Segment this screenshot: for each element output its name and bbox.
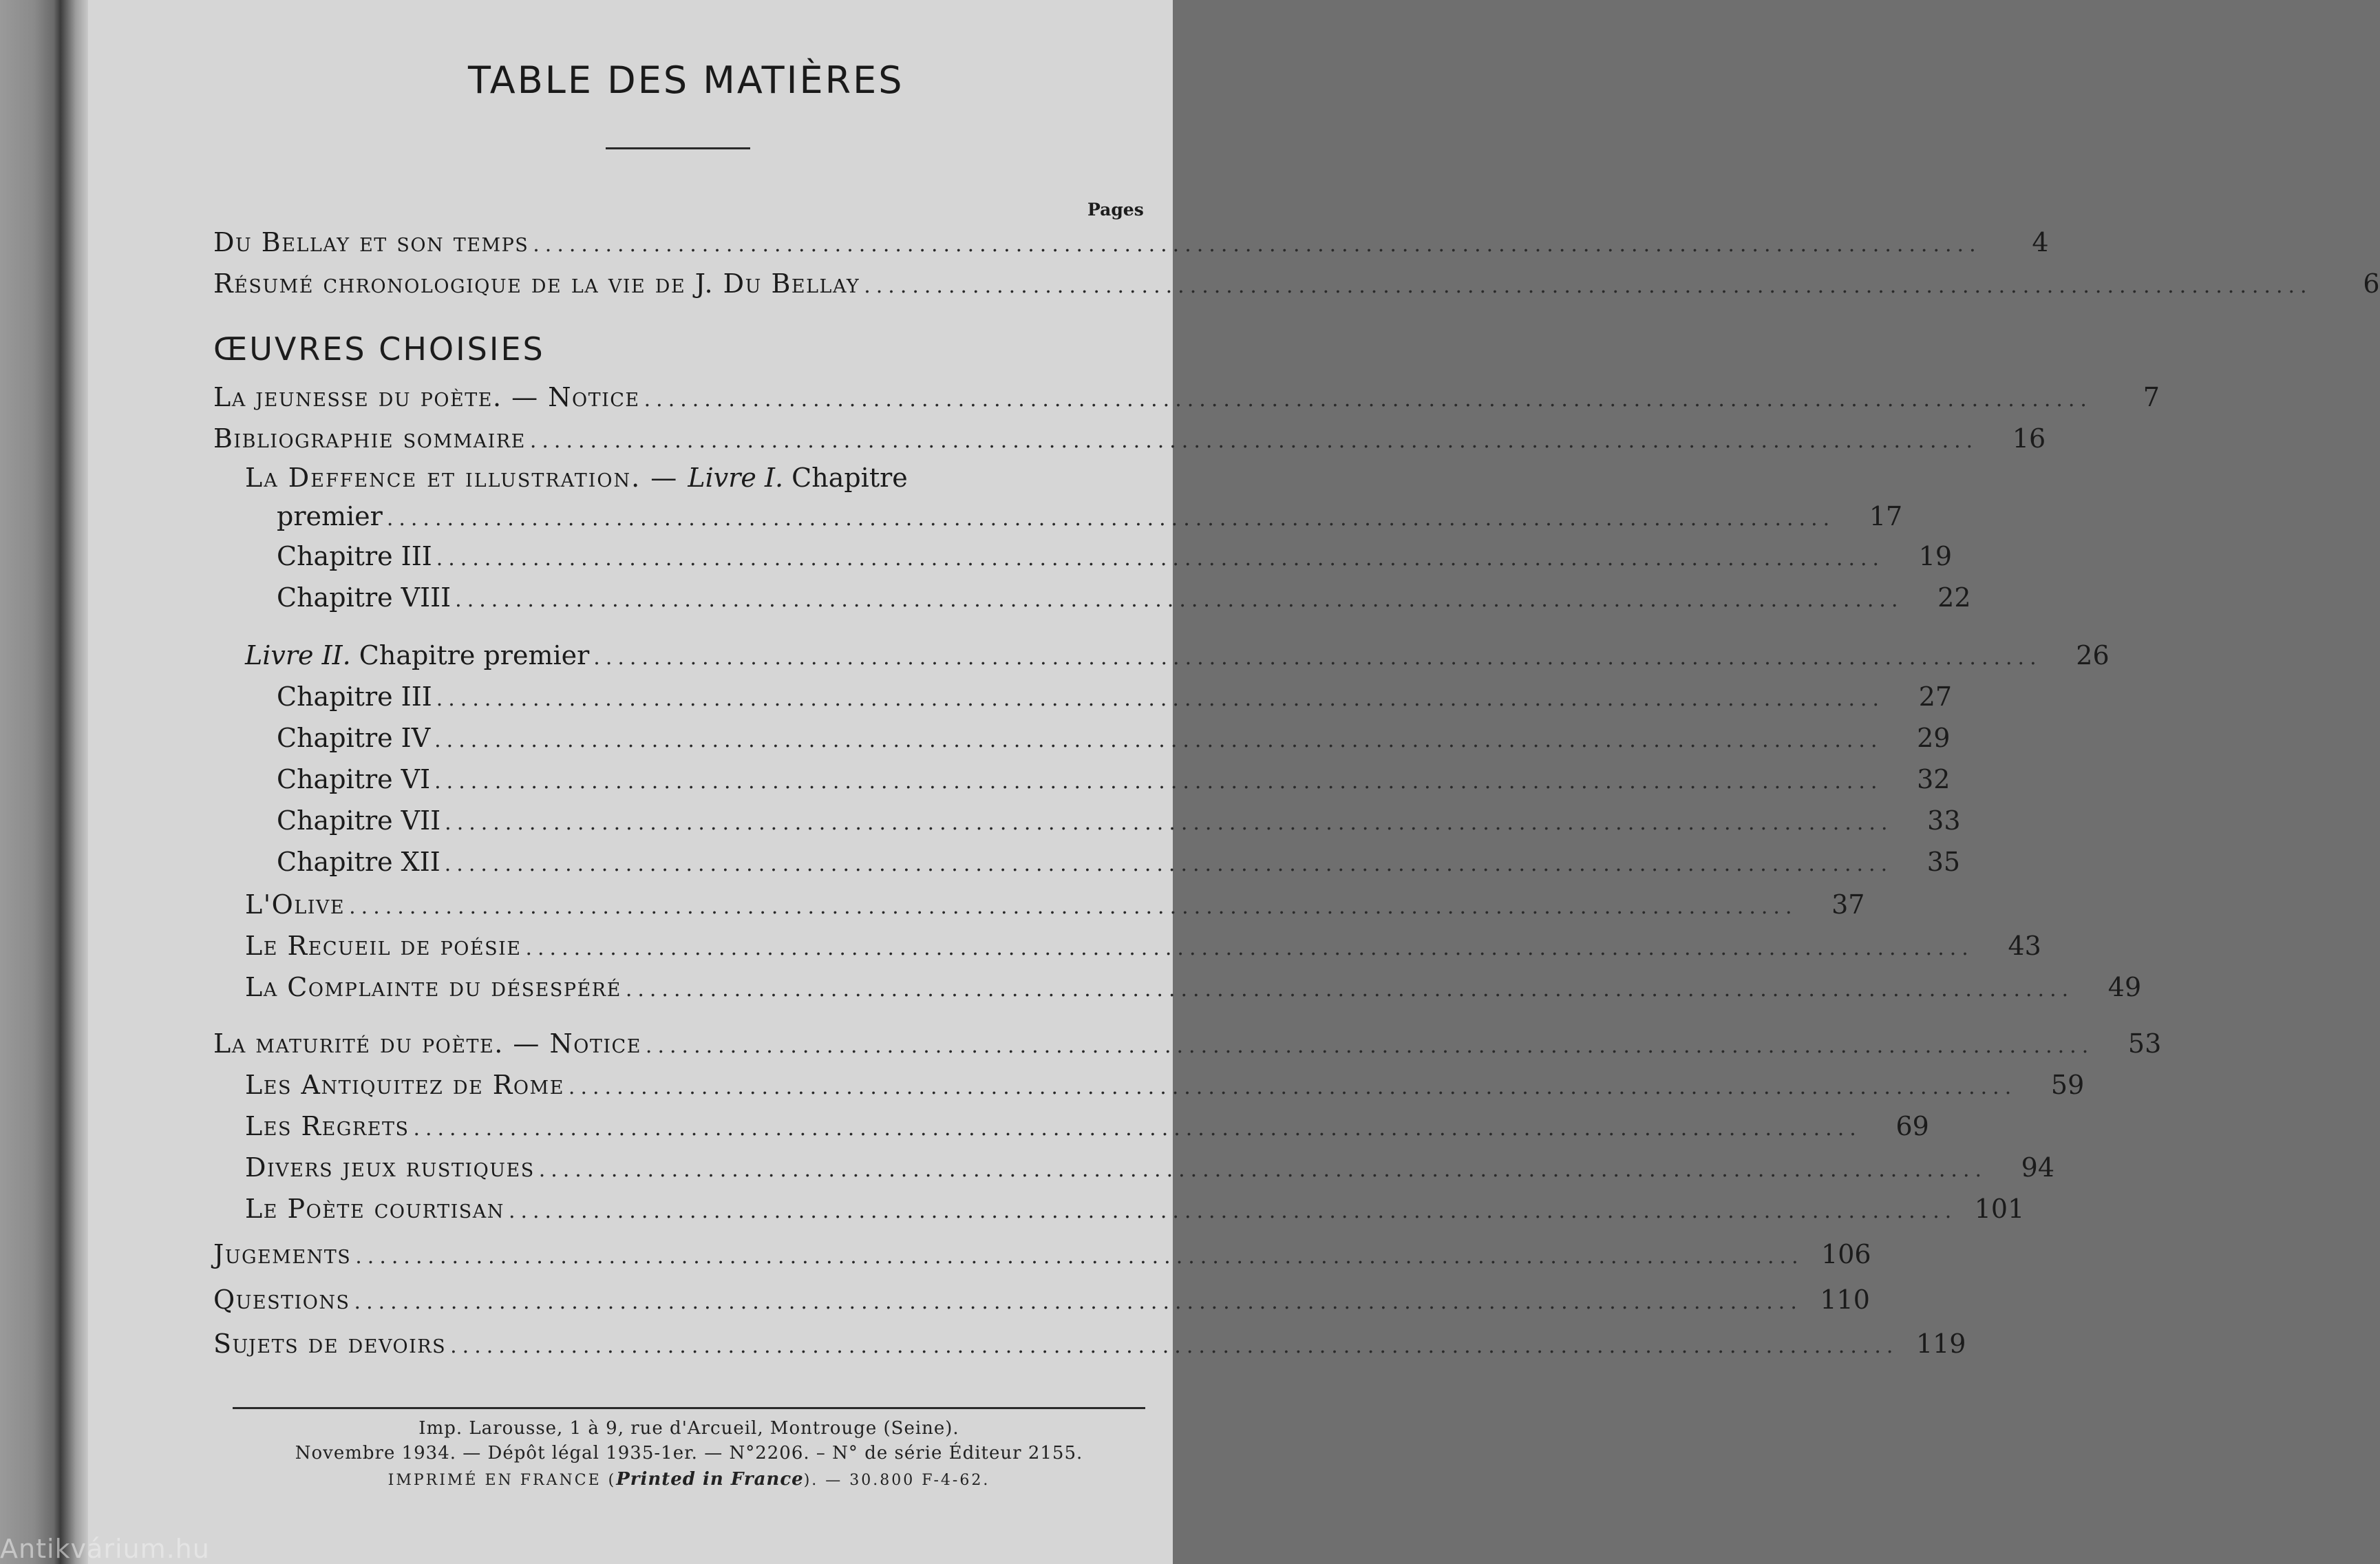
toc-entry-page: 43	[2008, 931, 2041, 961]
toc-entry[interactable]	[277, 847, 1961, 877]
toc-entry[interactable]	[245, 931, 2041, 961]
toc-entry[interactable]	[245, 640, 2110, 670]
leader-dots: ........................................................................................................................	[445, 811, 1893, 835]
toc-entry[interactable]	[245, 1194, 2025, 1224]
leader-dots: ........................................................................................................................	[508, 1199, 1957, 1223]
toc-entry[interactable]	[245, 1152, 2055, 1183]
leader-dots: ........................................................................................................................	[538, 1158, 1988, 1182]
legal-deposit-line: Novembre 1934. — Dépôt légal 1935-1er. — N°2206. – N° de série Éditeur 2155.	[295, 1443, 1083, 1463]
toc-entry-page: 110	[1820, 1285, 1870, 1315]
leader-dots: ........................................................................................................................	[645, 1034, 2094, 1058]
toc-entry-page: 32	[1917, 764, 1951, 794]
printed-in-italic: Printed in France	[616, 1469, 804, 1490]
toc-entry-label: Chapitre XII	[277, 847, 440, 877]
toc-entry-page: 53	[2127, 1028, 2162, 1059]
toc-entry-heading	[245, 463, 908, 493]
title-rule	[606, 147, 750, 149]
toc-entry-label: Le Poète courtisan	[245, 1194, 504, 1224]
footer-rule	[233, 1407, 1145, 1409]
leader-dots: ........................................................................................................................	[436, 687, 1885, 711]
toc-entry[interactable]	[277, 764, 1951, 794]
toc-entry[interactable]	[245, 1070, 2085, 1100]
toc-entry-label: Chapitre III	[277, 681, 432, 712]
leader-dots: ........................................................................................................................	[413, 1117, 1862, 1141]
toc-entry[interactable]	[277, 805, 1961, 836]
toc-entry-label: Divers jeux rustiques	[245, 1152, 535, 1183]
livre-label: Livre I.	[688, 463, 784, 493]
toc-entry-label: Bibliographie sommaire	[213, 423, 526, 454]
toc-entry[interactable]	[213, 227, 2049, 257]
toc-entry-label: La jeunesse du poète. — Notice	[213, 382, 640, 412]
toc-entry-label: Du Bellay et son temps	[213, 227, 529, 257]
toc-entry[interactable]	[277, 681, 1953, 712]
toc-entry-label: Sujets de devoirs	[213, 1329, 447, 1359]
toc-entry[interactable]	[213, 1028, 2162, 1059]
printed-in-suffix: ). — 30.800 F-4-62.	[803, 1472, 990, 1489]
leader-dots: ........................................................................................................................	[349, 895, 1798, 919]
printed-in-prefix: IMPRIMÉ EN FRANCE (	[387, 1472, 617, 1489]
toc-entry[interactable]	[245, 1111, 1929, 1141]
leader-dots: ........................................................................................................................	[455, 588, 1904, 612]
toc-entry-page: 101	[1974, 1194, 2025, 1224]
leader-dots: ........................................................................................................................	[644, 388, 2092, 412]
toc-entry-label: premier	[277, 501, 383, 531]
leader-dots: ........................................................................................................................	[434, 728, 1883, 752]
toc-entry-page: 106	[1821, 1239, 1871, 1269]
toc-entry-page: 33	[1927, 805, 1961, 836]
toc-entry-page: 6	[2363, 268, 2380, 299]
leader-dots: ........................................................................................................................	[525, 936, 1974, 960]
toc-entry-label: Les Regrets	[245, 1111, 410, 1141]
toc-entry-page: 22	[1937, 582, 1971, 613]
pages-column-header: Pages	[1087, 200, 1144, 220]
toc-entry[interactable]	[245, 972, 2142, 1002]
printer-line: Imp. Larousse, 1 à 9, rue d'Arcueil, Montrouge (Seine).	[418, 1418, 959, 1439]
toc-entry-label: L'Olive	[245, 889, 346, 920]
toc-entry-label: La maturité du poète. — Notice	[213, 1028, 641, 1059]
toc-entry-page: 59	[2050, 1070, 2085, 1100]
toc-entry-label	[245, 640, 589, 670]
toc-entry-page: 37	[1831, 889, 1865, 920]
leader-dots: ........................................................................................................................	[533, 233, 1981, 257]
toc-entry-page: 26	[2076, 640, 2110, 670]
toc-entry-label: Jugements	[213, 1239, 352, 1269]
toc-entry-page: 29	[1917, 723, 1951, 753]
leader-dots: ........................................................................................................................	[434, 770, 1883, 794]
toc-entry-page: 27	[1918, 681, 1953, 712]
section-heading: ŒUVRES CHOISIES	[213, 330, 545, 368]
leader-dots: ........................................................................................................................	[864, 274, 2313, 298]
toc-entry-page: 94	[2021, 1152, 2055, 1183]
toc-entry-label: Chapitre VIII	[277, 582, 451, 613]
deffence-title: La Deffence et illustration. —	[245, 463, 688, 493]
toc-entry-page: 69	[1895, 1111, 1929, 1141]
toc-entry[interactable]	[277, 723, 1951, 753]
toc-entry-label: Résumé chronologique de la vie de J. Du Bellay	[213, 268, 860, 299]
toc-entry[interactable]	[213, 382, 2160, 412]
toc-entry[interactable]	[213, 423, 2046, 454]
leader-dots: ........................................................................................................................	[568, 1075, 2017, 1099]
toc-entry[interactable]	[245, 889, 1865, 920]
toc-entry-page: 4	[2032, 227, 2049, 257]
toc-entry[interactable]	[277, 541, 1953, 571]
livre-label: Livre II.	[245, 640, 351, 670]
leader-dots: ........................................................................................................................	[354, 1290, 1803, 1314]
toc-entry-page: 16	[2012, 423, 2046, 454]
leader-dots: ........................................................................................................................	[593, 646, 2042, 670]
leader-dots: ........................................................................................................................	[436, 547, 1885, 571]
leader-dots: ........................................................................................................................	[529, 429, 1979, 453]
leader-dots: ........................................................................................................................	[355, 1245, 1804, 1269]
toc-entry-label-text: Chapitre premier	[350, 640, 590, 670]
toc-entry[interactable]	[213, 1285, 1870, 1315]
toc-entry-page: 35	[1926, 847, 1961, 877]
toc-entry-page: 49	[2107, 972, 2142, 1002]
toc-entry-label: Chapitre III	[277, 541, 432, 571]
toc-entry-label: Chapitre VII	[277, 805, 441, 836]
toc-entry-label: Questions	[213, 1285, 350, 1315]
printed-in-line	[233, 1469, 1145, 1490]
toc-entry-label: Le Recueil de poésie	[245, 931, 522, 961]
toc-entry-label: Chapitre VI	[277, 764, 431, 794]
toc-entry-page: 17	[1869, 501, 1903, 531]
watermark: Antikvárium.hu	[0, 1534, 210, 1564]
toc-entry[interactable]	[277, 501, 1903, 531]
toc-entry-page: 119	[1915, 1329, 1966, 1359]
toc-entry-page: 7	[2143, 382, 2160, 412]
toc-entry-label: La Complainte du désespéré	[245, 972, 621, 1002]
leader-dots: ........................................................................................................................	[444, 852, 1893, 876]
toc-entry[interactable]	[213, 1239, 1871, 1269]
leader-dots: ........................................................................................................................	[450, 1334, 1899, 1358]
toc-entry-page: 19	[1918, 541, 1953, 571]
leader-dots: ........................................................................................................................	[625, 978, 2074, 1002]
toc-entry[interactable]	[213, 268, 2380, 299]
toc-entry-label: Les Antiquitez de Rome	[245, 1070, 564, 1100]
leader-dots: ........................................................................................................................	[386, 507, 1836, 531]
toc-entry[interactable]	[213, 1329, 1966, 1359]
toc-entry-label: Chapitre IV	[277, 723, 431, 753]
chapitre-label: Chapitre	[783, 463, 908, 493]
toc-entry[interactable]	[277, 582, 1971, 613]
page-title: TABLE DES MATIÈRES	[468, 59, 904, 102]
